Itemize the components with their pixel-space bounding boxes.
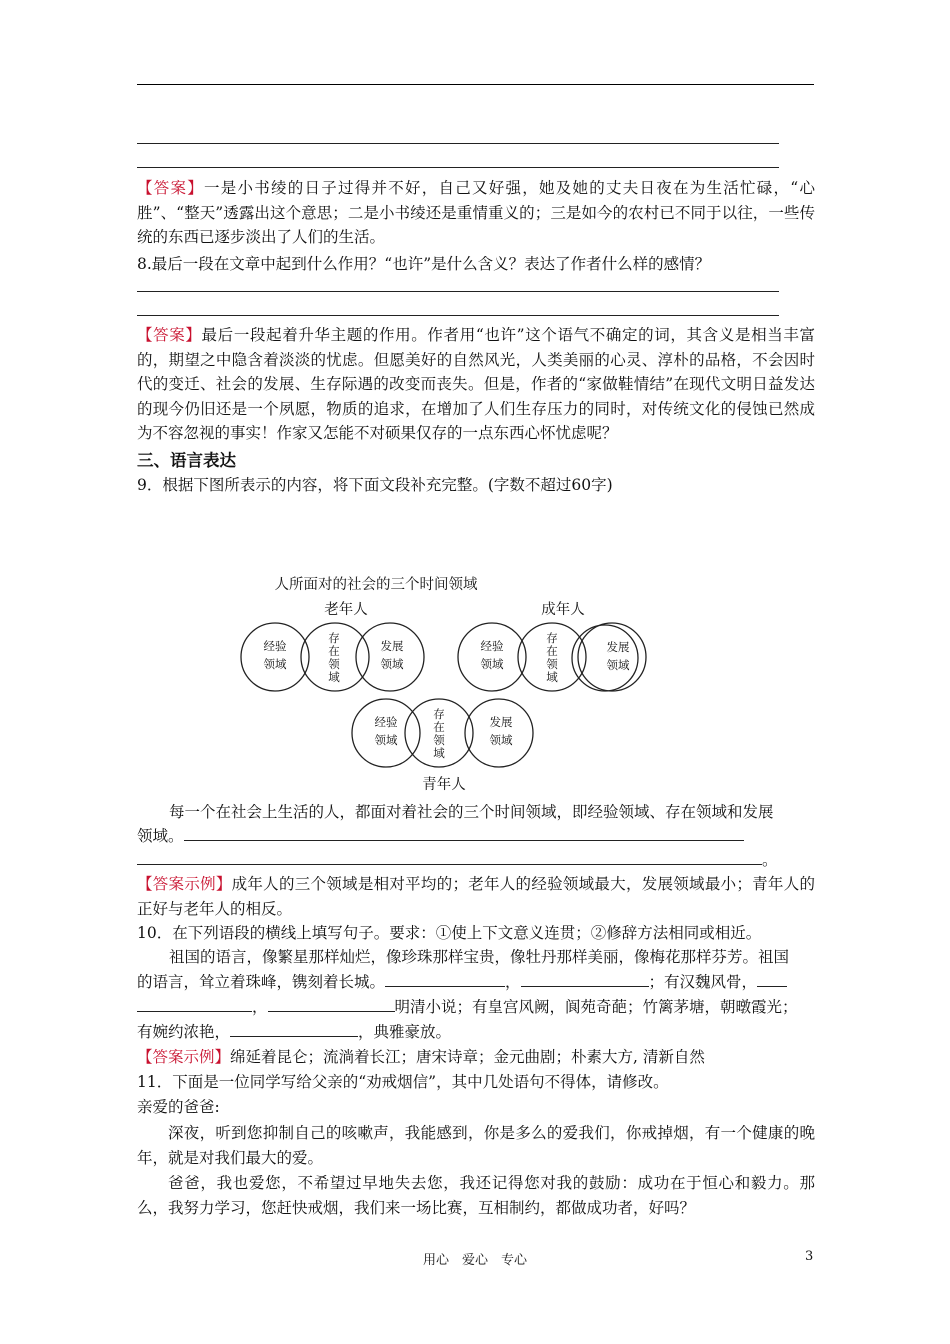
q10-line4: 有婉约浓艳， ，典雅豪放。 xyxy=(137,1023,452,1041)
letter-salutation: 亲爱的爸爸: xyxy=(137,1098,220,1116)
q11-question: 11．下面是一位同学写给父亲的“劝戒烟信”，其中几处语句不得体，请修改。 xyxy=(137,1073,669,1091)
adult-development-label: 发展 领域 xyxy=(606,640,630,672)
svg-text:存: 存 xyxy=(546,631,558,645)
fill-blank[interactable] xyxy=(230,1022,358,1037)
adult-development-circle xyxy=(570,623,640,693)
svg-text:在: 在 xyxy=(433,720,445,734)
q10-line1: 祖国的语言，像繁星那样灿烂，像珍珠那样宝贵，像牡丹那样美丽，像梅花那样芬芳。祖国 xyxy=(169,948,790,966)
answer-text: 一是小书绫的日子过得并不好，自己又好强，她及她的丈夫日夜在为生活忙碌，“心胜”、“整天”透露出这个意思；二是小书绫还是重情重义的；三是如今的农村已不同于以往，一些传统的东西已逐步淡出了人们的生活。 xyxy=(137,179,815,246)
answer-text: 最后一段起着升华主题的作用。作者用“也许”这个语气不确定的词，其含义是相当丰富的，期望之中隐含着淡淡的忧虑。但愿美好的自然风光，人类美丽的心灵、淳朴的品格，不会因时代的变迁、社会的发展、生存际遇的改变而丧失。但是，作者的“家做鞋情结”在现代文明日益发达的现今仍旧还是一个夙愿，物质的追求，在增加了人们生存压力的同时，对传统文化的侵蚀已然成为不容忽视的事实！作家又怎能不对硕果仅存的一点东西心怀忧虑呢？ xyxy=(137,326,815,442)
svg-text:域: 域 xyxy=(546,670,558,684)
svg-text:领域: 领域 xyxy=(380,657,404,671)
answer-text: 绵延着昆仑；流淌着长江；唐宋诗章；金元曲剧；朴素大方, 清新自然 xyxy=(230,1048,705,1066)
q7-answer xyxy=(137,176,815,250)
svg-text:领域: 领域 xyxy=(263,657,287,671)
svg-text:经验: 经验 xyxy=(263,639,287,653)
q10-question: 10．在下列语段的横线上填写句子。要求：①使上下文意义连贯；②修辞方法相同或相近。 xyxy=(137,924,762,942)
answer-text: 成年人的三个领域是相对平均的；老年人的经验领域最大，发展领域最小；青年人的正好与老年人的相反。 xyxy=(137,875,815,918)
answer-line xyxy=(137,315,779,316)
top-rule xyxy=(137,84,814,85)
group-label-youth: 青年人 xyxy=(422,777,466,793)
svg-text:领域: 领域 xyxy=(374,733,398,747)
svg-text:存: 存 xyxy=(328,631,340,645)
fill-blank[interactable] xyxy=(184,826,744,841)
page-footer: 用心 爱心 专心 xyxy=(422,1253,527,1268)
diagram-title: 人所面对的社会的三个时间领域 xyxy=(274,577,478,593)
fill-blank[interactable] xyxy=(521,972,649,987)
fill-blank[interactable] xyxy=(137,997,252,1012)
q9-answer xyxy=(137,872,815,921)
answer-line xyxy=(137,143,779,144)
q9-question: 9．根据下图所表示的内容，将下面文段补充完整。(字数不超过60字) xyxy=(137,476,613,494)
svg-text:存: 存 xyxy=(433,707,445,721)
answer-tag: 【答案】 xyxy=(137,179,205,197)
svg-text:经验: 经验 xyxy=(374,715,398,729)
svg-text:领域: 领域 xyxy=(480,657,504,671)
fill-blank[interactable] xyxy=(757,972,787,987)
answer-line xyxy=(137,167,779,168)
q9-passage-end: 。 xyxy=(137,848,778,872)
fill-blank[interactable] xyxy=(385,972,505,987)
q10-line2: 的语言，耸立着珠峰，镌刻着长城。 ， ；有汉魏风骨， xyxy=(137,970,787,994)
svg-text:领: 领 xyxy=(328,657,340,671)
q9-passage-cont: 领域。 xyxy=(137,824,744,848)
answer-tag: 【答案】 xyxy=(137,326,202,344)
q8-question: 8.最后一段在文章中起到什么作用？“也许”是什么含义？表达了作者什么样的感情？ xyxy=(137,255,711,273)
svg-text:域: 域 xyxy=(433,746,445,760)
svg-text:领: 领 xyxy=(546,657,558,671)
answer-line xyxy=(137,291,779,292)
q8-answer xyxy=(137,323,815,446)
section-heading: 三、语言表达 xyxy=(137,451,236,470)
fill-blank[interactable] xyxy=(137,850,762,865)
group-label-elderly: 老年人 xyxy=(324,602,368,618)
svg-text:领: 领 xyxy=(433,733,445,747)
letter-paragraph-2: 爸爸，我也爱您，不希望过早地失去您，我还记得您对我的鼓励：成功在于恒心和毅力。那么，我努力学习，您赶快戒烟，我们来一场比赛，互相制约，都做成功者，好吗？ xyxy=(137,1174,815,1217)
q10-line3: ， 明清小说；有皇宫风阙，阆苑奇葩；竹篱茅塘，朝暾霞光； xyxy=(137,995,798,1019)
q10-answer xyxy=(137,1045,705,1069)
letter-paragraph-1: 深夜，听到您抑制自己的咳嗽声，我能感到，你是多么的爱我们，你戒掉烟，有一个健康的晚年，就是对我们最大的爱。 xyxy=(137,1124,815,1167)
svg-text:在: 在 xyxy=(546,644,558,658)
svg-text:在: 在 xyxy=(328,644,340,658)
group-label-adult: 成年人 xyxy=(541,602,585,618)
answer-tag: 【答案示例】 xyxy=(137,875,232,893)
svg-text:域: 域 xyxy=(328,670,340,684)
page-number: 3 xyxy=(805,1249,814,1264)
svg-text:领域: 领域 xyxy=(489,733,513,747)
venn-diagram xyxy=(230,570,585,795)
svg-text:发展: 发展 xyxy=(380,639,404,653)
fill-blank[interactable] xyxy=(268,997,395,1012)
q9-passage: 每一个在社会上生活的人，都面对着社会的三个时间领域，即经验领域、存在领域和发展 xyxy=(169,803,774,821)
answer-tag: 【答案示例】 xyxy=(137,1048,231,1066)
svg-text:发展: 发展 xyxy=(489,715,513,729)
svg-text:经验: 经验 xyxy=(480,639,504,653)
